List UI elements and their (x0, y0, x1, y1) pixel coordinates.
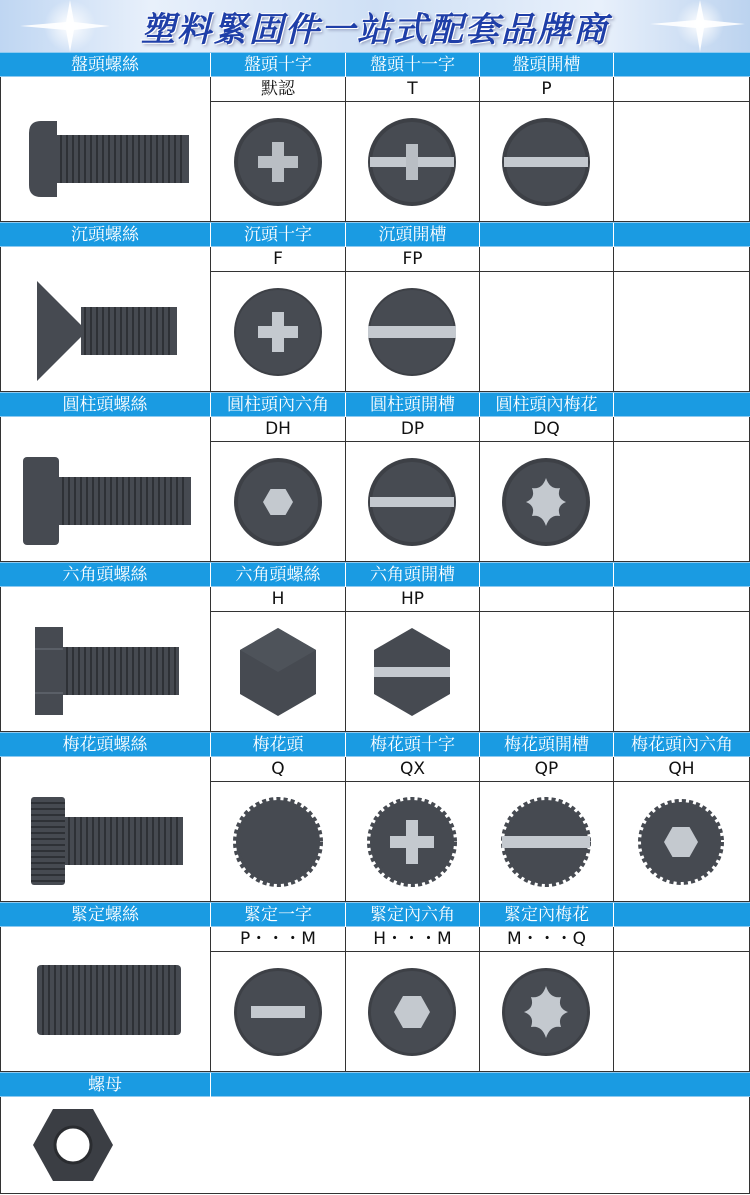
screw-side-view (0, 587, 211, 732)
section-header (0, 1072, 750, 1097)
model-code: DH (211, 417, 346, 442)
hex-head-screw-icon (1, 587, 211, 732)
nut-image-row (0, 1097, 750, 1194)
head-image-cell (211, 272, 346, 392)
empty-header-cell (614, 393, 750, 418)
model-code: T (346, 77, 480, 102)
pan-combo-head-icon (346, 102, 479, 221)
section-header (0, 902, 750, 927)
model-code: FP (346, 247, 480, 272)
head-image-cell (346, 782, 480, 902)
screw-side-view (0, 757, 211, 902)
countersunk-screw-icon (1, 247, 211, 392)
empty-header-cell (480, 563, 614, 588)
empty-image-cell (614, 272, 750, 392)
head-type-label: 梅花頭內六角 (631, 735, 733, 755)
model-code: 默認 (211, 77, 346, 102)
empty-code-cell (614, 247, 750, 272)
empty-image-cell (614, 952, 750, 1072)
hex-slot-head-icon (346, 612, 479, 731)
head-type-label: 梅花頭 (211, 733, 346, 758)
head-type-label: 沉頭開槽 (346, 223, 480, 248)
empty-header-cell (211, 1073, 750, 1098)
model-code: QH (614, 757, 750, 782)
pan-slot-head-icon (480, 102, 613, 221)
screw-side-view (0, 77, 211, 222)
set-screw-torx-icon (480, 952, 613, 1071)
category-label: 螺母 (0, 1073, 211, 1098)
head-image-cell (480, 952, 614, 1072)
head-type-label: 緊定一字 (211, 903, 346, 928)
empty-header-cell (480, 223, 614, 248)
empty-code-cell (480, 587, 614, 612)
head-type-label: 緊定內六角 (346, 903, 480, 928)
screw-side-view (0, 417, 211, 562)
category-label: 梅花頭螺絲 (0, 733, 211, 758)
category-label: 沉頭螺絲 (0, 223, 211, 248)
pan-cross-head-icon (211, 102, 345, 221)
empty-image-cell (614, 612, 750, 732)
empty-code-cell (614, 927, 750, 952)
empty-code-cell (480, 247, 614, 272)
head-type-label: 梅花頭十字 (346, 733, 480, 758)
head-type-label: 盤頭十一字 (346, 53, 480, 78)
section-header (0, 392, 750, 417)
section-countersunk (0, 222, 750, 392)
pan-head-screw-icon (1, 77, 211, 222)
empty-image-cell (614, 102, 750, 222)
countersunk-slot-head-icon (346, 272, 479, 391)
head-type-label: 六角頭開槽 (346, 563, 480, 588)
head-image-cell (211, 442, 346, 562)
head-type-label: 梅花頭開槽 (480, 733, 614, 758)
screw-side-view (0, 247, 211, 392)
head-type-label: 緊定內梅花 (480, 903, 614, 928)
head-image-cell (346, 272, 480, 392)
knurled-head-icon (211, 782, 345, 901)
empty-code-cell (614, 417, 750, 442)
section-hex-head (0, 562, 750, 732)
section-nut (0, 1072, 750, 1195)
empty-header-cell (614, 563, 750, 588)
page-title: 塑料緊固件一站式配套品牌商 (141, 9, 609, 50)
sparkle-star-icon (0, 0, 150, 52)
empty-image-cell (480, 612, 614, 732)
model-code: HP (346, 587, 480, 612)
hex-nut-icon (1, 1097, 161, 1193)
cylinder-torx-head-icon (480, 442, 613, 561)
empty-header-cell (614, 223, 750, 248)
set-screw-hex-socket-icon (346, 952, 479, 1071)
screw-side-view (0, 927, 211, 1072)
model-code: H (211, 587, 346, 612)
section-set-screw (0, 902, 750, 1072)
model-code: QX (346, 757, 480, 782)
head-type-label: 六角頭螺絲 (211, 563, 346, 588)
head-image-cell (480, 102, 614, 222)
head-type-label: 沉頭十字 (211, 223, 346, 248)
head-type-label: 圓柱頭內梅花 (480, 393, 614, 418)
head-image-cell (480, 442, 614, 562)
knurled-slot-head-icon (480, 782, 613, 901)
category-label: 盤頭螺絲 (0, 53, 211, 78)
section-knurled-head (0, 732, 750, 902)
head-image-cell (346, 952, 480, 1072)
model-code: DP (346, 417, 480, 442)
head-image-cell (211, 952, 346, 1072)
section-header (0, 222, 750, 247)
model-code: F (211, 247, 346, 272)
head-image-cell (346, 612, 480, 732)
head-image-cell (211, 612, 346, 732)
head-type-label: 盤頭開槽 (480, 53, 614, 78)
head-image-cell (346, 102, 480, 222)
knurled-hex-socket-head-icon (614, 782, 749, 901)
empty-header-cell (614, 903, 750, 928)
category-label: 緊定螺絲 (0, 903, 211, 928)
category-label: 圓柱頭螺絲 (0, 393, 211, 418)
model-code: DQ (480, 417, 614, 442)
title-banner (0, 0, 750, 52)
empty-image-cell (480, 272, 614, 392)
section-header (0, 52, 750, 77)
head-image-cell (346, 442, 480, 562)
countersunk-cross-head-icon (211, 272, 345, 391)
sparkle-star-icon (610, 0, 750, 52)
knurled-cross-head-icon (346, 782, 479, 901)
section-pan-head (0, 52, 750, 222)
model-code: P・・・M (211, 927, 346, 952)
section-header (0, 732, 750, 757)
hex-head-icon (211, 612, 345, 731)
set-screw-slot-icon (211, 952, 345, 1071)
section-header (0, 562, 750, 587)
cylinder-hex-socket-head-icon (211, 442, 345, 561)
head-image-cell (211, 102, 346, 222)
empty-code-cell (614, 77, 750, 102)
empty-code-cell (614, 587, 750, 612)
model-code: Q (211, 757, 346, 782)
empty-header-cell (614, 53, 750, 78)
section-cylinder-head (0, 392, 750, 562)
model-code: H・・・M (346, 927, 480, 952)
model-code: P (480, 77, 614, 102)
model-code: QP (480, 757, 614, 782)
head-image-cell (614, 782, 750, 902)
cylinder-head-screw-icon (1, 417, 211, 562)
head-image-cell (480, 782, 614, 902)
head-type-label: 圓柱頭內六角 (211, 393, 346, 418)
set-screw-icon (1, 927, 211, 1072)
head-type-label: 圓柱頭開槽 (346, 393, 480, 418)
knurled-head-screw-icon (1, 757, 211, 902)
empty-image-cell (614, 442, 750, 562)
model-code: M・・・Q (480, 927, 614, 952)
cylinder-slot-head-icon (346, 442, 479, 561)
head-image-cell (211, 782, 346, 902)
category-label: 六角頭螺絲 (0, 563, 211, 588)
head-type-label: 盤頭十字 (211, 53, 346, 78)
